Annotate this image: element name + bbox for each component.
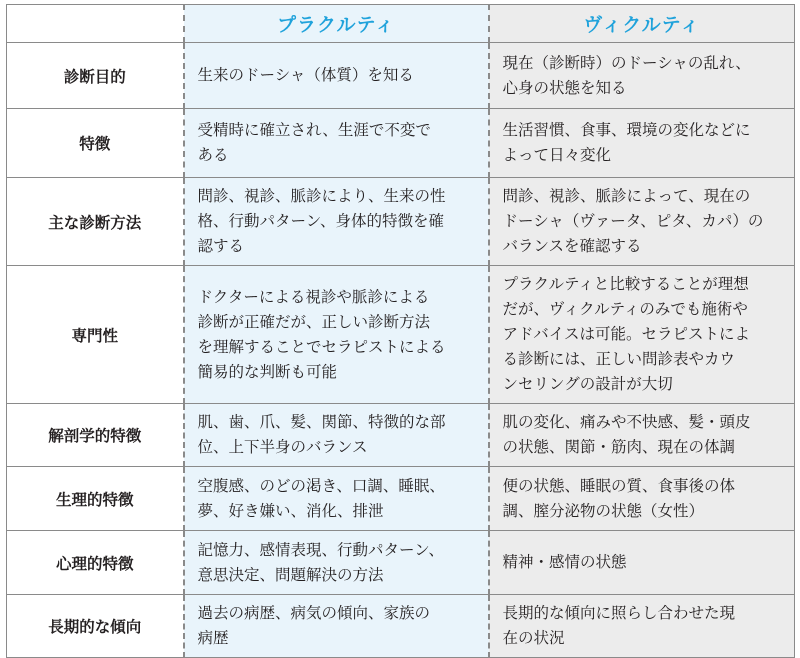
table-row xyxy=(7,109,795,178)
vikriti-cell: 便の状態、睡眠の質、食事後の体 調、膣分泌物の状態（女性） xyxy=(489,467,795,531)
table-row xyxy=(7,266,795,404)
row-label: 専門性 xyxy=(7,266,184,404)
row-label: 長期的な傾向 xyxy=(7,595,184,658)
prakriti-cell: 空腹感、のどの渇き、口調、睡眠、 夢、好き嫌い、消化、排泄 xyxy=(184,467,489,531)
vikriti-cell: 長期的な傾向に照らし合わせた現 在の状況 xyxy=(489,595,795,658)
vikriti-cell: 生活習慣、食事、環境の変化などに よって日々変化 xyxy=(489,109,795,178)
header-corner xyxy=(7,5,184,43)
table-row xyxy=(7,178,795,266)
prakriti-cell: 受精時に確立され、生涯で不変で ある xyxy=(184,109,489,178)
row-label: 解剖学的特徴 xyxy=(7,404,184,467)
vikriti-cell: 精神・感情の状態 xyxy=(489,531,795,595)
row-label: 心理的特徴 xyxy=(7,531,184,595)
prakriti-cell: ドクターによる視診や脈診による 診断が正確だが、正しい診断方法 を理解することでセラピストによる 簡易的な判断も可能 xyxy=(184,266,489,404)
comparison-table xyxy=(6,4,795,658)
table-row xyxy=(7,467,795,531)
row-label: 主な診断方法 xyxy=(7,178,184,266)
vikriti-cell: 肌の変化、痛みや不快感、髪・頭皮 の状態、関節・筋肉、現在の体調 xyxy=(489,404,795,467)
prakriti-cell: 生来のドーシャ（体質）を知る xyxy=(184,43,489,109)
prakriti-cell: 過去の病歴、病気の傾向、家族の 病歴 xyxy=(184,595,489,658)
table-row xyxy=(7,43,795,109)
header-row xyxy=(7,5,795,43)
table-row xyxy=(7,531,795,595)
row-label: 診断目的 xyxy=(7,43,184,109)
vikriti-cell: 問診、視診、脈診によって、現在の ドーシャ（ヴァータ、ピタ、カパ）の バランスを確認する xyxy=(489,178,795,266)
prakriti-cell: 問診、視診、脈診により、生来の性 格、行動パターン、身体的特徴を確 認する xyxy=(184,178,489,266)
header-vikriti: ヴィクルティ xyxy=(489,5,795,43)
table-row xyxy=(7,404,795,467)
table-row xyxy=(7,595,795,658)
prakriti-cell: 肌、歯、爪、髪、関節、特徴的な部 位、上下半身のバランス xyxy=(184,404,489,467)
row-label: 特徴 xyxy=(7,109,184,178)
header-prakriti: プラクルティ xyxy=(184,5,489,43)
vikriti-cell: 現在（診断時）のドーシャの乱れ、 心身の状態を知る xyxy=(489,43,795,109)
row-label: 生理的特徴 xyxy=(7,467,184,531)
prakriti-cell: 記憶力、感情表現、行動パターン、 意思決定、問題解決の方法 xyxy=(184,531,489,595)
vikriti-cell: プラクルティと比較することが理想 だが、ヴィクルティのみでも施術や アドバイスは可能。セラピストによ る診断には、正しい問診表やカウ ンセリングの設計が大切 xyxy=(489,266,795,404)
